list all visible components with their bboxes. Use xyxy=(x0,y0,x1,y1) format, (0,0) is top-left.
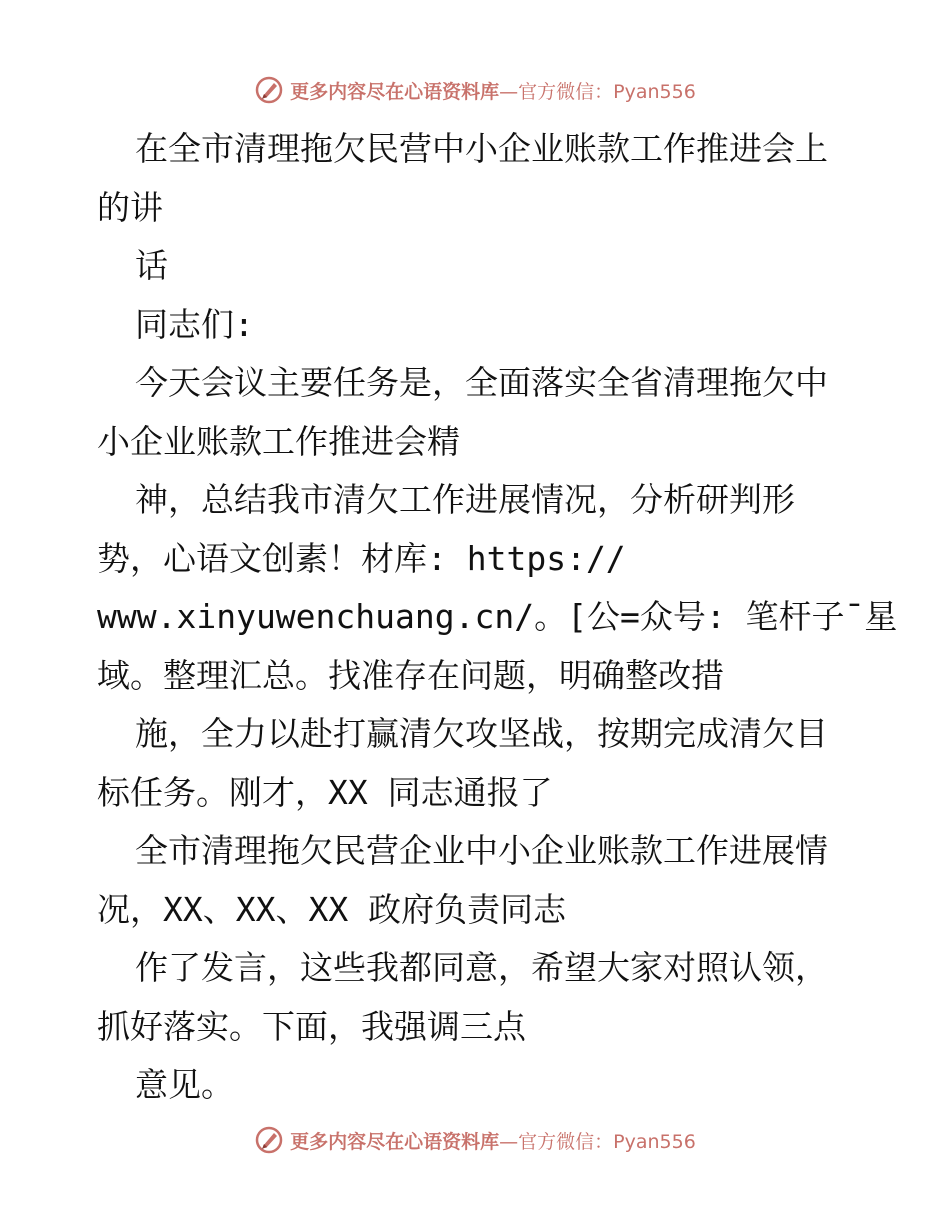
paragraph-line: 域。整理汇总。找准存在问题，明确整改措 xyxy=(97,655,724,695)
paragraph-line: 今天会议主要任务是，全面落实全省清理拖欠中 xyxy=(135,363,828,402)
paragraph-line: 施，全力以赴打赢清欠攻坚战，按期完成清欠目 xyxy=(135,714,828,753)
salutation: 同志们: xyxy=(135,304,254,344)
header-watermark-banner xyxy=(0,70,950,110)
pen-logo-icon xyxy=(254,75,284,105)
footer-brand-text: 更多内容尽在心语资料库 xyxy=(290,1130,500,1153)
paragraph-line: www.xinyuwenchuang.cn/。[公=众号: 笔杆子¯星 xyxy=(97,597,898,636)
header-brand-text: 更多内容尽在心语资料库 xyxy=(290,80,500,103)
paragraph-line: 况，XX、XX、XX 政府负责同志 xyxy=(97,889,567,929)
paragraph-line: 意见。 xyxy=(135,1065,234,1104)
pen-logo-icon xyxy=(254,1125,284,1155)
title-line-1: 在全市清理拖欠民营中小企业账款工作推进会上 xyxy=(135,129,828,168)
title-line-3: 话 xyxy=(135,246,168,285)
footer-contact-text: —官方微信：Pyan556 xyxy=(499,1130,696,1153)
paragraph-line: 神，总结我市清欠工作进展情况，分析研判形 xyxy=(135,480,795,519)
paragraph-line: 小企业账款工作推进会精 xyxy=(97,421,460,461)
paragraph-line: 势，心语文创素！材库: https:// xyxy=(97,538,626,578)
paragraph-line: 抓好落实。下面，我强调三点 xyxy=(97,1006,526,1046)
title-line-2: 的讲 xyxy=(97,187,163,227)
document-body xyxy=(97,120,898,1115)
paragraph-line: 作了发言，这些我都同意，希望大家对照认领， xyxy=(135,948,828,987)
paragraph-line: 全市清理拖欠民营企业中小企业账款工作进展情 xyxy=(135,831,828,870)
footer-watermark-banner xyxy=(0,1120,950,1160)
paragraph-line: 标任务。刚才，XX 同志通报了 xyxy=(97,772,553,812)
header-contact-text: —官方微信：Pyan556 xyxy=(499,80,696,103)
